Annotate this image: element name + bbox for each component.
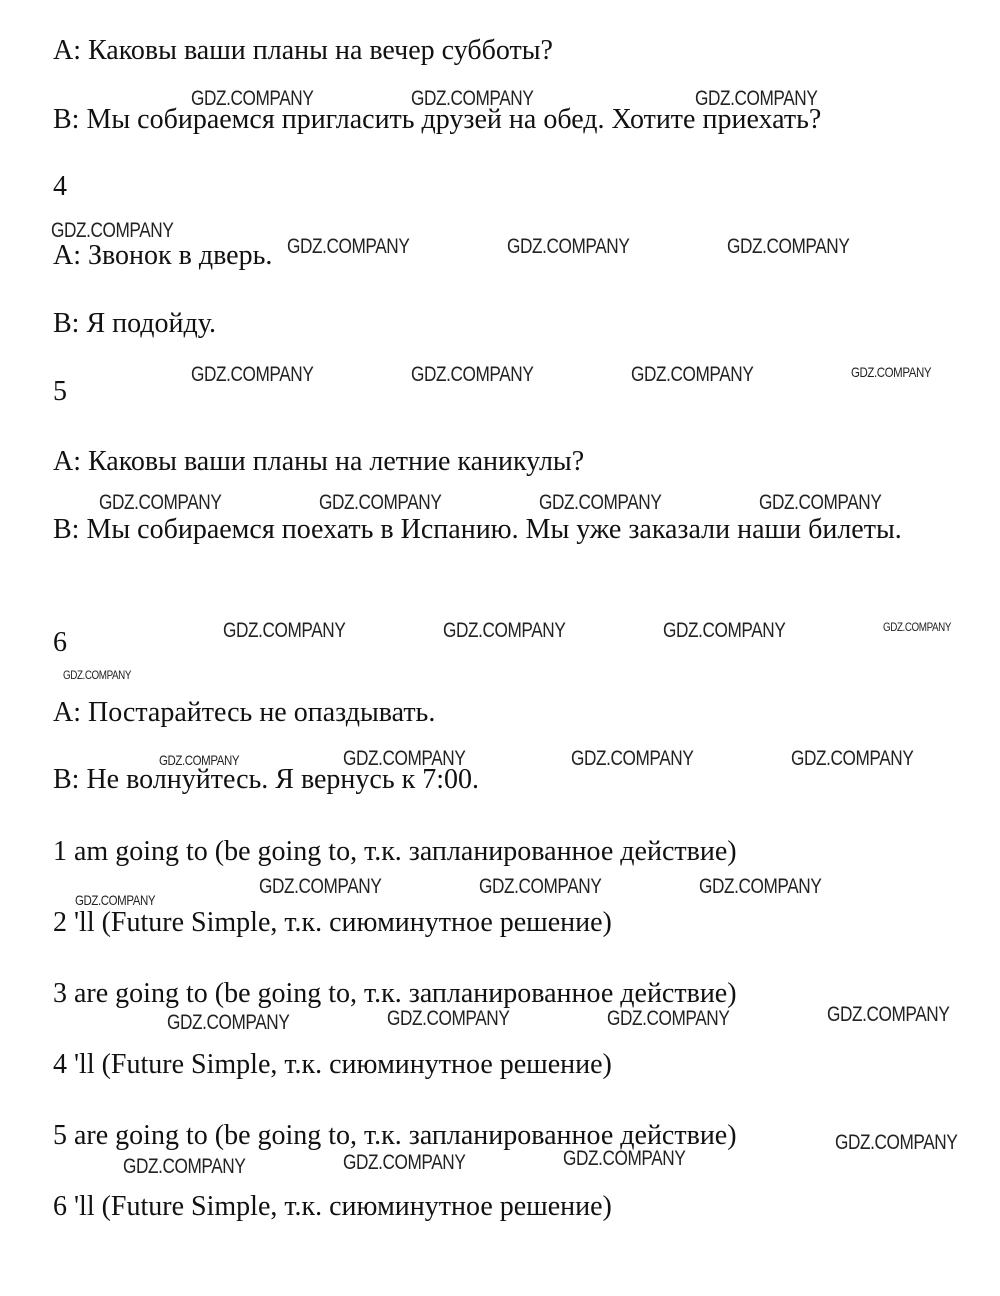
answer-line: 1 am going to (be going to, т.к. запланированное действие) bbox=[53, 836, 737, 867]
watermark: GDZ.COMPANY bbox=[75, 892, 156, 908]
watermark: GDZ.COMPANY bbox=[539, 491, 662, 514]
dialogue-line-b: B: Не волнуйтесь. Я вернусь к 7:00. bbox=[53, 764, 479, 795]
dialogue-line-a: A: Звонок в дверь. bbox=[53, 240, 273, 271]
dialogue-line-a: A: Постарайтесь не опаздывать. bbox=[53, 697, 436, 728]
watermark: GDZ.COMPANY bbox=[123, 1155, 246, 1178]
watermark: GDZ.COMPANY bbox=[479, 875, 602, 898]
watermark: GDZ.COMPANY bbox=[223, 619, 346, 642]
watermark: GDZ.COMPANY bbox=[63, 668, 132, 682]
watermark: GDZ.COMPANY bbox=[191, 363, 314, 386]
watermark: GDZ.COMPANY bbox=[343, 747, 466, 770]
dialogue-line-a: A: Каковы ваши планы на летние каникулы? bbox=[53, 446, 585, 477]
watermark: GDZ.COMPANY bbox=[835, 1131, 958, 1154]
watermark: GDZ.COMPANY bbox=[259, 875, 382, 898]
dialogue-number: 4 bbox=[53, 171, 67, 202]
watermark: GDZ.COMPANY bbox=[343, 1151, 466, 1174]
watermark: GDZ.COMPANY bbox=[631, 363, 754, 386]
watermark: GDZ.COMPANY bbox=[443, 619, 566, 642]
answer-line: 6 'll (Future Simple, т.к. сиюминутное решение) bbox=[53, 1191, 612, 1222]
dialogue-number: 6 bbox=[53, 627, 67, 658]
watermark: GDZ.COMPANY bbox=[571, 747, 694, 770]
watermark: GDZ.COMPANY bbox=[387, 1007, 510, 1030]
watermark: GDZ.COMPANY bbox=[411, 87, 534, 110]
watermark: GDZ.COMPANY bbox=[827, 1003, 950, 1026]
dialogue-line-b: B: Я подойду. bbox=[53, 308, 216, 339]
watermark: GDZ.COMPANY bbox=[851, 364, 932, 380]
answer-line: 4 'll (Future Simple, т.к. сиюминутное решение) bbox=[53, 1049, 612, 1080]
watermark: GDZ.COMPANY bbox=[51, 219, 174, 242]
watermark: GDZ.COMPANY bbox=[727, 235, 850, 258]
answer-line: 2 'll (Future Simple, т.к. сиюминутное решение) bbox=[53, 907, 612, 938]
watermark: GDZ.COMPANY bbox=[411, 363, 534, 386]
dialogue-number: 5 bbox=[53, 376, 67, 407]
watermark: GDZ.COMPANY bbox=[759, 491, 882, 514]
watermark: GDZ.COMPANY bbox=[99, 491, 222, 514]
watermark: GDZ.COMPANY bbox=[159, 752, 240, 768]
watermark: GDZ.COMPANY bbox=[699, 875, 822, 898]
answer-line: 3 are going to (be going to, т.к. запланированное действие) bbox=[53, 978, 737, 1009]
watermark: GDZ.COMPANY bbox=[695, 87, 818, 110]
watermark: GDZ.COMPANY bbox=[663, 619, 786, 642]
watermark: GDZ.COMPANY bbox=[191, 87, 314, 110]
watermark: GDZ.COMPANY bbox=[607, 1007, 730, 1030]
watermark: GDZ.COMPANY bbox=[791, 747, 914, 770]
answer-line: 5 are going to (be going to, т.к. запланированное действие) bbox=[53, 1120, 737, 1151]
watermark: GDZ.COMPANY bbox=[287, 235, 410, 258]
watermark: GDZ.COMPANY bbox=[507, 235, 630, 258]
watermark: GDZ.COMPANY bbox=[563, 1147, 686, 1170]
watermark: GDZ.COMPANY bbox=[883, 620, 952, 634]
dialogue-line-b: B: Мы собираемся пригласить друзей на обед. Хотите приехать? bbox=[53, 104, 822, 135]
dialogue-line-b: B: Мы собираемся поехать в Испанию. Мы уже заказали наши билеты. bbox=[53, 514, 902, 545]
watermark: GDZ.COMPANY bbox=[319, 491, 442, 514]
dialogue-line-a: A: Каковы ваши планы на вечер субботы? bbox=[53, 35, 553, 66]
watermark: GDZ.COMPANY bbox=[167, 1011, 290, 1034]
